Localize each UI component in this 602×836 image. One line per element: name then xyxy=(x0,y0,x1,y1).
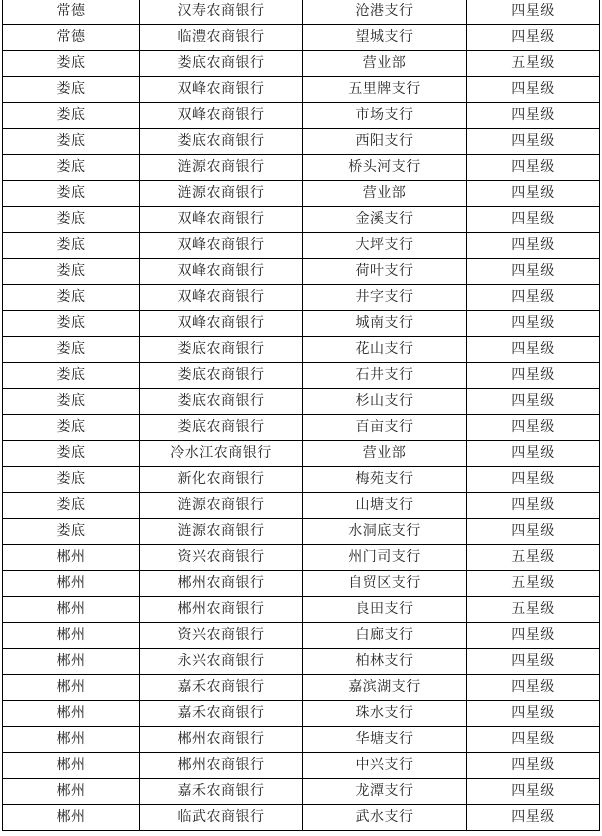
bank-name-cell: 冷水江农商银行 xyxy=(140,441,303,467)
table-body xyxy=(3,0,600,831)
bank-name-cell: 嘉禾农商银行 xyxy=(140,779,303,805)
star-rating-cell: 四星级 xyxy=(467,727,600,753)
bank-name-cell: 涟源农商银行 xyxy=(140,519,303,545)
city-cell: 娄底 xyxy=(3,519,140,545)
star-rating-cell: 四星级 xyxy=(467,25,600,51)
star-rating-cell: 四星级 xyxy=(467,649,600,675)
city-cell: 郴州 xyxy=(3,623,140,649)
branch-name-cell: 山塘支行 xyxy=(303,493,467,519)
city-cell: 娄底 xyxy=(3,285,140,311)
table-row xyxy=(3,103,600,129)
star-rating-cell: 四星级 xyxy=(467,0,600,25)
table-row xyxy=(3,207,600,233)
star-rating-cell: 四星级 xyxy=(467,493,600,519)
table-row xyxy=(3,545,600,571)
bank-name-cell: 娄底农商银行 xyxy=(140,337,303,363)
star-rating-cell: 四星级 xyxy=(467,805,600,831)
branch-name-cell: 五里牌支行 xyxy=(303,77,467,103)
bank-name-cell: 双峰农商银行 xyxy=(140,259,303,285)
table-row xyxy=(3,285,600,311)
branch-name-cell: 大坪支行 xyxy=(303,233,467,259)
city-cell: 郴州 xyxy=(3,545,140,571)
city-cell: 娄底 xyxy=(3,181,140,207)
branch-name-cell: 中兴支行 xyxy=(303,753,467,779)
branch-name-cell: 州门司支行 xyxy=(303,545,467,571)
table-row xyxy=(3,519,600,545)
table-row xyxy=(3,753,600,779)
table-row xyxy=(3,493,600,519)
table-row xyxy=(3,467,600,493)
branch-name-cell: 望城支行 xyxy=(303,25,467,51)
branch-name-cell: 石井支行 xyxy=(303,363,467,389)
table-row xyxy=(3,415,600,441)
table-row xyxy=(3,77,600,103)
city-cell: 娄底 xyxy=(3,233,140,259)
city-cell: 郴州 xyxy=(3,675,140,701)
bank-name-cell: 嘉禾农商银行 xyxy=(140,701,303,727)
table-row xyxy=(3,311,600,337)
table-row xyxy=(3,259,600,285)
star-rating-cell: 四星级 xyxy=(467,337,600,363)
star-rating-cell: 四星级 xyxy=(467,623,600,649)
branch-name-cell: 百亩支行 xyxy=(303,415,467,441)
branch-name-cell: 营业部 xyxy=(303,181,467,207)
branch-name-cell: 市场支行 xyxy=(303,103,467,129)
table-row xyxy=(3,779,600,805)
bank-name-cell: 涟源农商银行 xyxy=(140,493,303,519)
branch-name-cell: 花山支行 xyxy=(303,337,467,363)
city-cell: 郴州 xyxy=(3,779,140,805)
city-cell: 郴州 xyxy=(3,649,140,675)
table-row xyxy=(3,155,600,181)
star-rating-cell: 四星级 xyxy=(467,441,600,467)
city-cell: 娄底 xyxy=(3,363,140,389)
bank-name-cell: 双峰农商银行 xyxy=(140,285,303,311)
star-rating-cell: 四星级 xyxy=(467,467,600,493)
table-row xyxy=(3,701,600,727)
star-rating-cell: 四星级 xyxy=(467,753,600,779)
branch-name-cell: 梅苑支行 xyxy=(303,467,467,493)
city-cell: 郴州 xyxy=(3,727,140,753)
branch-name-cell: 龙潭支行 xyxy=(303,779,467,805)
star-rating-cell: 四星级 xyxy=(467,389,600,415)
branch-name-cell: 柏林支行 xyxy=(303,649,467,675)
branch-name-cell: 华塘支行 xyxy=(303,727,467,753)
star-rating-cell: 四星级 xyxy=(467,363,600,389)
bank-name-cell: 涟源农商银行 xyxy=(140,181,303,207)
bank-name-cell: 汉寿农商银行 xyxy=(140,0,303,25)
branch-name-cell: 白廊支行 xyxy=(303,623,467,649)
bank-name-cell: 郴州农商银行 xyxy=(140,753,303,779)
bank-name-cell: 娄底农商银行 xyxy=(140,415,303,441)
bank-name-cell: 双峰农商银行 xyxy=(140,103,303,129)
document-page xyxy=(2,0,600,836)
table-row xyxy=(3,389,600,415)
star-rating-cell: 四星级 xyxy=(467,181,600,207)
table-row xyxy=(3,441,600,467)
branch-name-cell: 营业部 xyxy=(303,51,467,77)
branch-name-cell: 营业部 xyxy=(303,441,467,467)
star-rating-cell: 四星级 xyxy=(467,519,600,545)
branch-name-cell: 井字支行 xyxy=(303,285,467,311)
city-cell: 娄底 xyxy=(3,337,140,363)
star-rating-cell: 五星级 xyxy=(467,51,600,77)
bank-name-cell: 临澧农商银行 xyxy=(140,25,303,51)
bank-name-cell: 资兴农商银行 xyxy=(140,623,303,649)
city-cell: 娄底 xyxy=(3,467,140,493)
star-rating-cell: 四星级 xyxy=(467,207,600,233)
bank-name-cell: 郴州农商银行 xyxy=(140,571,303,597)
table-row xyxy=(3,363,600,389)
branch-name-cell: 西阳支行 xyxy=(303,129,467,155)
star-rating-cell: 四星级 xyxy=(467,77,600,103)
star-rating-cell: 四星级 xyxy=(467,103,600,129)
table-row xyxy=(3,649,600,675)
star-rating-cell: 四星级 xyxy=(467,701,600,727)
city-cell: 娄底 xyxy=(3,441,140,467)
branch-name-cell: 嘉滨湖支行 xyxy=(303,675,467,701)
bank-name-cell: 双峰农商银行 xyxy=(140,77,303,103)
bank-name-cell: 嘉禾农商银行 xyxy=(140,675,303,701)
table-row xyxy=(3,181,600,207)
star-rating-cell: 五星级 xyxy=(467,571,600,597)
table-row xyxy=(3,25,600,51)
table-row xyxy=(3,597,600,623)
city-cell: 娄底 xyxy=(3,311,140,337)
bank-name-cell: 永兴农商银行 xyxy=(140,649,303,675)
bank-name-cell: 双峰农商银行 xyxy=(140,207,303,233)
city-cell: 郴州 xyxy=(3,701,140,727)
branch-name-cell: 杉山支行 xyxy=(303,389,467,415)
city-cell: 娄底 xyxy=(3,259,140,285)
bank-name-cell: 娄底农商银行 xyxy=(140,51,303,77)
table-row xyxy=(3,623,600,649)
city-cell: 娄底 xyxy=(3,389,140,415)
city-cell: 常德 xyxy=(3,0,140,25)
bank-name-cell: 郴州农商银行 xyxy=(140,727,303,753)
star-rating-cell: 四星级 xyxy=(467,779,600,805)
star-rating-cell: 四星级 xyxy=(467,675,600,701)
bank-name-cell: 临武农商银行 xyxy=(140,805,303,831)
table-row xyxy=(3,675,600,701)
branch-name-cell: 城南支行 xyxy=(303,311,467,337)
table-row xyxy=(3,51,600,77)
table-row xyxy=(3,337,600,363)
branch-name-cell: 良田支行 xyxy=(303,597,467,623)
star-rating-cell: 五星级 xyxy=(467,597,600,623)
city-cell: 娄底 xyxy=(3,51,140,77)
bank-name-cell: 新化农商银行 xyxy=(140,467,303,493)
city-cell: 郴州 xyxy=(3,571,140,597)
city-cell: 娄底 xyxy=(3,155,140,181)
city-cell: 娄底 xyxy=(3,207,140,233)
bank-name-cell: 双峰农商银行 xyxy=(140,311,303,337)
bank-name-cell: 郴州农商银行 xyxy=(140,597,303,623)
city-cell: 娄底 xyxy=(3,103,140,129)
table-row xyxy=(3,233,600,259)
bank-name-cell: 娄底农商银行 xyxy=(140,389,303,415)
bank-name-cell: 双峰农商银行 xyxy=(140,233,303,259)
city-cell: 娄底 xyxy=(3,77,140,103)
branch-name-cell: 水洞底支行 xyxy=(303,519,467,545)
star-rating-cell: 四星级 xyxy=(467,259,600,285)
star-rating-cell: 四星级 xyxy=(467,233,600,259)
bank-name-cell: 资兴农商银行 xyxy=(140,545,303,571)
star-rating-cell: 四星级 xyxy=(467,155,600,181)
branch-name-cell: 自贸区支行 xyxy=(303,571,467,597)
star-rating-cell: 五星级 xyxy=(467,545,600,571)
star-rating-cell: 四星级 xyxy=(467,415,600,441)
table-row xyxy=(3,571,600,597)
bank-name-cell: 娄底农商银行 xyxy=(140,129,303,155)
branch-name-cell: 武水支行 xyxy=(303,805,467,831)
branch-name-cell: 金溪支行 xyxy=(303,207,467,233)
table-row xyxy=(3,129,600,155)
city-cell: 郴州 xyxy=(3,753,140,779)
city-cell: 娄底 xyxy=(3,129,140,155)
table-row xyxy=(3,805,600,831)
city-cell: 郴州 xyxy=(3,597,140,623)
bank-name-cell: 娄底农商银行 xyxy=(140,363,303,389)
city-cell: 郴州 xyxy=(3,805,140,831)
star-rating-cell: 四星级 xyxy=(467,311,600,337)
star-rating-cell: 四星级 xyxy=(467,129,600,155)
branch-name-cell: 桥头河支行 xyxy=(303,155,467,181)
bank-name-cell: 涟源农商银行 xyxy=(140,155,303,181)
city-cell: 娄底 xyxy=(3,493,140,519)
star-rating-cell: 四星级 xyxy=(467,285,600,311)
city-cell: 常德 xyxy=(3,25,140,51)
table-row xyxy=(3,0,600,25)
branch-name-cell: 沧港支行 xyxy=(303,0,467,25)
branch-name-cell: 荷叶支行 xyxy=(303,259,467,285)
city-cell: 娄底 xyxy=(3,415,140,441)
branch-name-cell: 珠水支行 xyxy=(303,701,467,727)
branch-rating-table xyxy=(2,0,600,831)
table-row xyxy=(3,727,600,753)
